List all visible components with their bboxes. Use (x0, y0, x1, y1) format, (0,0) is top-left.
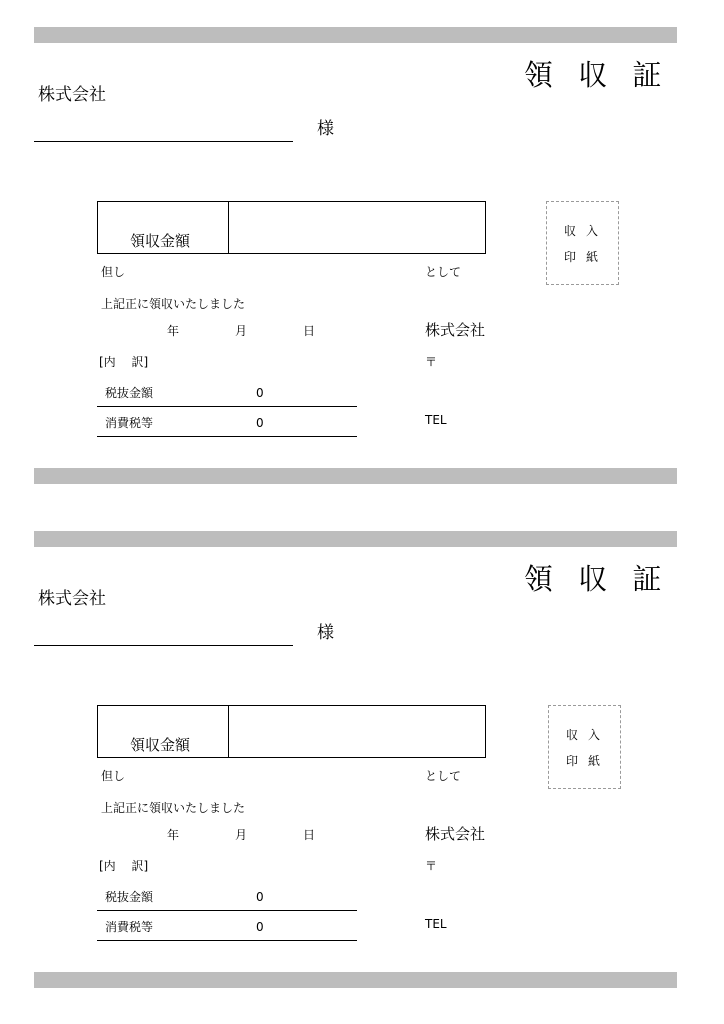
day-label: 日 (303, 324, 316, 338)
tax-underline (97, 940, 357, 941)
amount-label: 領収金額 (130, 232, 191, 250)
purpose-suffix: として (425, 769, 462, 783)
stamp-line-2: 印紙 (566, 754, 611, 768)
amount-box (97, 201, 486, 254)
receipt-2 (0, 504, 724, 994)
receipt-title: 領 収 証 (524, 562, 670, 596)
tax-label: 消費税等 (105, 920, 154, 934)
stamp-line-1: 収入 (566, 728, 611, 742)
amount-divider (228, 706, 229, 757)
purpose-prefix: 但し (101, 265, 126, 279)
tel-label: TEL (425, 917, 447, 931)
top-bar (34, 27, 677, 43)
tax-underline (97, 436, 357, 437)
tax-label: 消費税等 (105, 416, 154, 430)
amount-box (97, 705, 486, 758)
issuer-company: 株式会社 (425, 825, 486, 843)
pretax-label: 税抜金額 (105, 386, 154, 400)
revenue-stamp-box (548, 705, 621, 789)
month-label: 月 (235, 828, 248, 842)
stamp-line-1: 収入 (564, 224, 609, 238)
postal-mark: 〒 (425, 859, 438, 873)
receipt-statement: 上記正に領収いたしました (101, 801, 246, 815)
top-bar (34, 531, 677, 547)
recipient-line (34, 645, 293, 646)
pretax-value: 0 (256, 890, 264, 904)
honorific: 様 (317, 623, 334, 643)
month-label: 月 (235, 324, 248, 338)
postal-mark: 〒 (425, 355, 438, 369)
pretax-underline (97, 406, 357, 407)
purpose-prefix: 但し (101, 769, 126, 783)
year-label: 年 (167, 324, 180, 338)
amount-label: 領収金額 (130, 736, 191, 754)
pretax-value: 0 (256, 386, 264, 400)
day-label: 日 (303, 828, 316, 842)
tax-value: 0 (256, 920, 264, 934)
breakdown-label: [内 訳] (99, 859, 149, 873)
receipt-statement: 上記正に領収いたしました (101, 297, 246, 311)
recipient-line (34, 141, 293, 142)
amount-divider (228, 202, 229, 253)
bottom-bar (34, 468, 677, 484)
year-label: 年 (167, 828, 180, 842)
recipient-company: 株式会社 (38, 589, 106, 609)
revenue-stamp-box (546, 201, 619, 285)
bottom-bar (34, 972, 677, 988)
pretax-label: 税抜金額 (105, 890, 154, 904)
breakdown-label: [内 訳] (99, 355, 149, 369)
issuer-company: 株式会社 (425, 321, 486, 339)
tax-value: 0 (256, 416, 264, 430)
tel-label: TEL (425, 413, 447, 427)
purpose-suffix: として (425, 265, 462, 279)
pretax-underline (97, 910, 357, 911)
recipient-company: 株式会社 (38, 85, 106, 105)
receipt-1 (0, 0, 724, 490)
honorific: 様 (317, 119, 334, 139)
receipt-title: 領 収 証 (524, 58, 670, 92)
stamp-line-2: 印紙 (564, 250, 609, 264)
